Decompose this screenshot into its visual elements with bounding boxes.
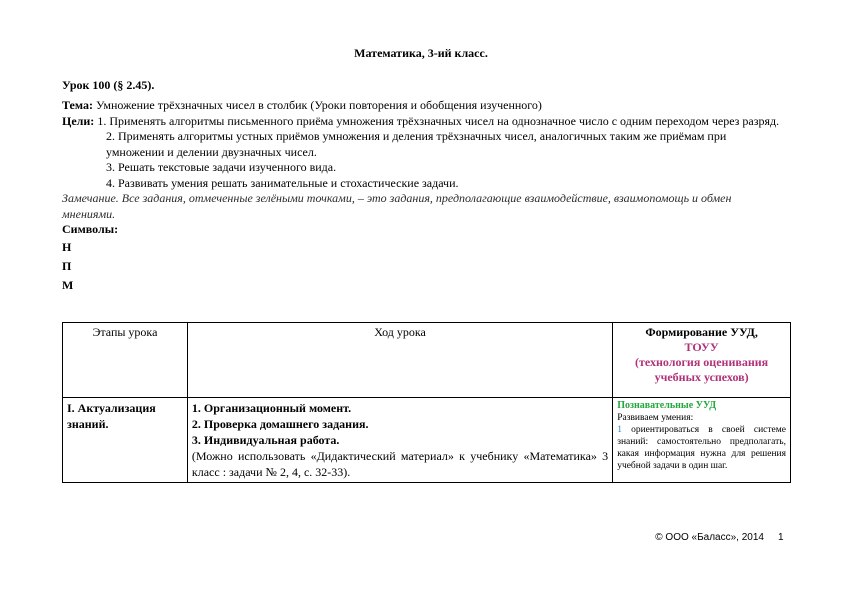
goal-3: 3. Решать текстовые задачи изученного вида. [106,160,337,174]
toyu-description: (технология оценивания учебных успехов) [634,355,769,384]
symbols-label: Символы: [62,222,119,236]
uud-item-number: 1 [617,425,622,435]
topic-label: Тема: [62,98,93,112]
topic-text: Умножение трёхзначных чисел в столбик (Уроки повторения и обобщения изученного) [92,98,542,112]
stage-cell: I. Актуализация знаний. [63,398,188,483]
step-1: 1. Организационный момент. [191,401,352,415]
table-header-row [63,323,791,398]
page-number: 1 [778,532,784,543]
symbol-n: Н [62,239,72,254]
uud-item: 1 ориентироваться в своей системе знаний: самостоятельно предполагать, какая информация нужна для решения учебной задачи в один шаг. [617,425,786,471]
lesson-flow-cell [187,398,612,483]
header-uud: Формирование УУД, ТОУУ (технология оценивания учебных успехов) [613,323,791,398]
header-stages: Этапы урока [63,323,188,398]
goals-label: Цели: [62,113,95,128]
symbol-p: П [62,258,72,273]
step-2: 2. Проверка домашнего задания. [191,417,369,431]
toyu-label: ТОУУ [684,340,719,354]
step-3-note: (Можно использовать «Дидактический материал» к учебнику «Математика» 3 класс : задачи № 2, 4, с. 32-33). [191,449,609,479]
document-title: Математика, 3-ий класс. [354,46,488,60]
uud-intro: Развиваем умения: [617,413,694,423]
uud-cell [613,398,791,483]
lesson-goals-section [62,98,782,295]
table-row [63,398,791,483]
lesson-number: Урок 100 (§ 2.45). [62,78,155,92]
note: Замечание. Все задания, отмеченные зелёными точками, – это задания, предполагающие взаимодействие, взаимопомощь и обмен мнениями. [62,191,732,221]
uud-title: Познавательные УУД [617,400,717,411]
symbol-m: М [62,277,74,292]
step-3: 3. Индивидуальная работа. [191,433,340,447]
goal-4: 4. Развивать умения решать занимательные и стохастические задачи. [106,175,459,190]
lesson-table [62,322,791,483]
goal-1: Цели: 1. Применять алгоритмы письменного приёма умножения трёхзначных чисел на однозначное число с одним переходом через разряд. [62,113,780,128]
footer-copyright: © ООО «Баласс», 2014 [655,532,764,543]
goal-2: 2. Применять алгоритмы устных приёмов умножения и деления трёхзначных чисел, аналогичных таким же приёмам при умножении и делении двузначных чисел. [106,129,727,159]
lesson-info [62,78,782,94]
header-lesson-flow: Ход урока [187,323,612,398]
topic-line [62,98,782,114]
